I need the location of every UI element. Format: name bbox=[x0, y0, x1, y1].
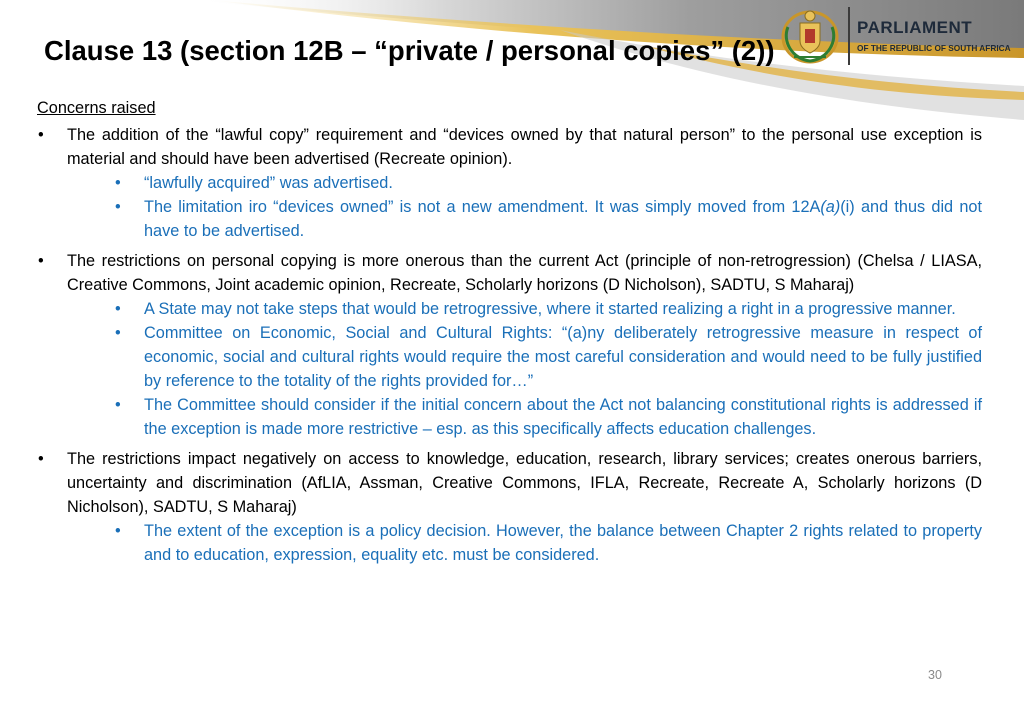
bullet-icon: • bbox=[38, 450, 44, 468]
response-text: A State may not take steps that would be retrogressive, where it started realizing a right in a progressive manner. bbox=[144, 300, 956, 318]
response-text-end: (i) and thus did not have to be advertised. bbox=[144, 198, 982, 240]
concern-text: The restrictions impact negatively on access to knowledge, education, research, library services; creates onerous barriers, uncertainty and discrimination (AfLIA, Assman, Creative Commons, IFLA, Recreate, Recreate A, Scholarly horizons (D Nicholson), SADTU, S Maharaj) bbox=[67, 450, 982, 516]
response-bullet bbox=[67, 321, 982, 393]
bullet-icon: • bbox=[38, 126, 44, 144]
concern-bullet bbox=[37, 123, 982, 243]
slide-body bbox=[37, 96, 982, 573]
bullet-icon: • bbox=[38, 252, 44, 270]
concern-text: The addition of the “lawful copy” requirement and “devices owned by that natural person” to the personal use exception is material and should have been advertised (Recreate opinion). bbox=[67, 126, 982, 168]
bullet-list bbox=[37, 123, 982, 567]
parliament-logo bbox=[776, 3, 1020, 69]
coat-of-arms-icon bbox=[780, 7, 840, 65]
response-text: Committee on Economic, Social and Cultural Rights: “(a)ny deliberately retrogressive measure in respect of economic, social and cultural rights would require the most careful consideration and would need to be fully justified by reference to the totality of the rights provided for…” bbox=[144, 324, 982, 390]
response-text: “lawfully acquired” was advertised. bbox=[144, 174, 393, 192]
response-list bbox=[67, 297, 982, 441]
bullet-icon: • bbox=[115, 522, 121, 540]
bullet-icon: • bbox=[115, 324, 121, 342]
concerns-heading: Concerns raised bbox=[37, 99, 156, 117]
response-bullet bbox=[67, 171, 982, 195]
page-number: 30 bbox=[928, 668, 942, 682]
logo-title: PARLIAMENT bbox=[857, 18, 973, 37]
bullet-icon: • bbox=[115, 396, 121, 414]
response-list bbox=[67, 171, 982, 243]
bullet-icon: • bbox=[115, 174, 121, 192]
response-bullet bbox=[67, 393, 982, 441]
concern-text: The restrictions on personal copying is more onerous than the current Act (principle of non-retrogression) (Chelsa / LIASA, Creative Commons, Joint academic opinion, Recreate, Scholarly horizons (D Nicholson), SADTU, S Maharaj) bbox=[67, 252, 982, 294]
bullet-icon: • bbox=[115, 198, 121, 216]
logo-subtitle: OF THE REPUBLIC OF SOUTH AFRICA bbox=[857, 43, 1011, 53]
response-bullet bbox=[67, 195, 982, 243]
concern-bullet bbox=[37, 249, 982, 441]
bullet-icon: • bbox=[115, 300, 121, 318]
response-list bbox=[67, 519, 982, 567]
response-text: The Committee should consider if the initial concern about the Act not balancing constitutional rights is addressed if the exception is made more restrictive – esp. as this specifically affects education challenges. bbox=[144, 396, 982, 438]
response-text-start: The limitation iro “devices owned” is not a new amendment. It was simply moved from 12A bbox=[144, 198, 821, 216]
response-bullet bbox=[67, 519, 982, 567]
slide-title: Clause 13 (section 12B – “private / personal copies” (2)) bbox=[44, 35, 775, 66]
logo-divider bbox=[848, 7, 850, 65]
response-text: The extent of the exception is a policy decision. However, the balance between Chapter 2 rights related to property and to education, expression, equality etc. must be considered. bbox=[144, 522, 982, 564]
response-bullet bbox=[67, 297, 982, 321]
response-text-italic: (a) bbox=[820, 198, 841, 216]
concern-bullet bbox=[37, 447, 982, 567]
